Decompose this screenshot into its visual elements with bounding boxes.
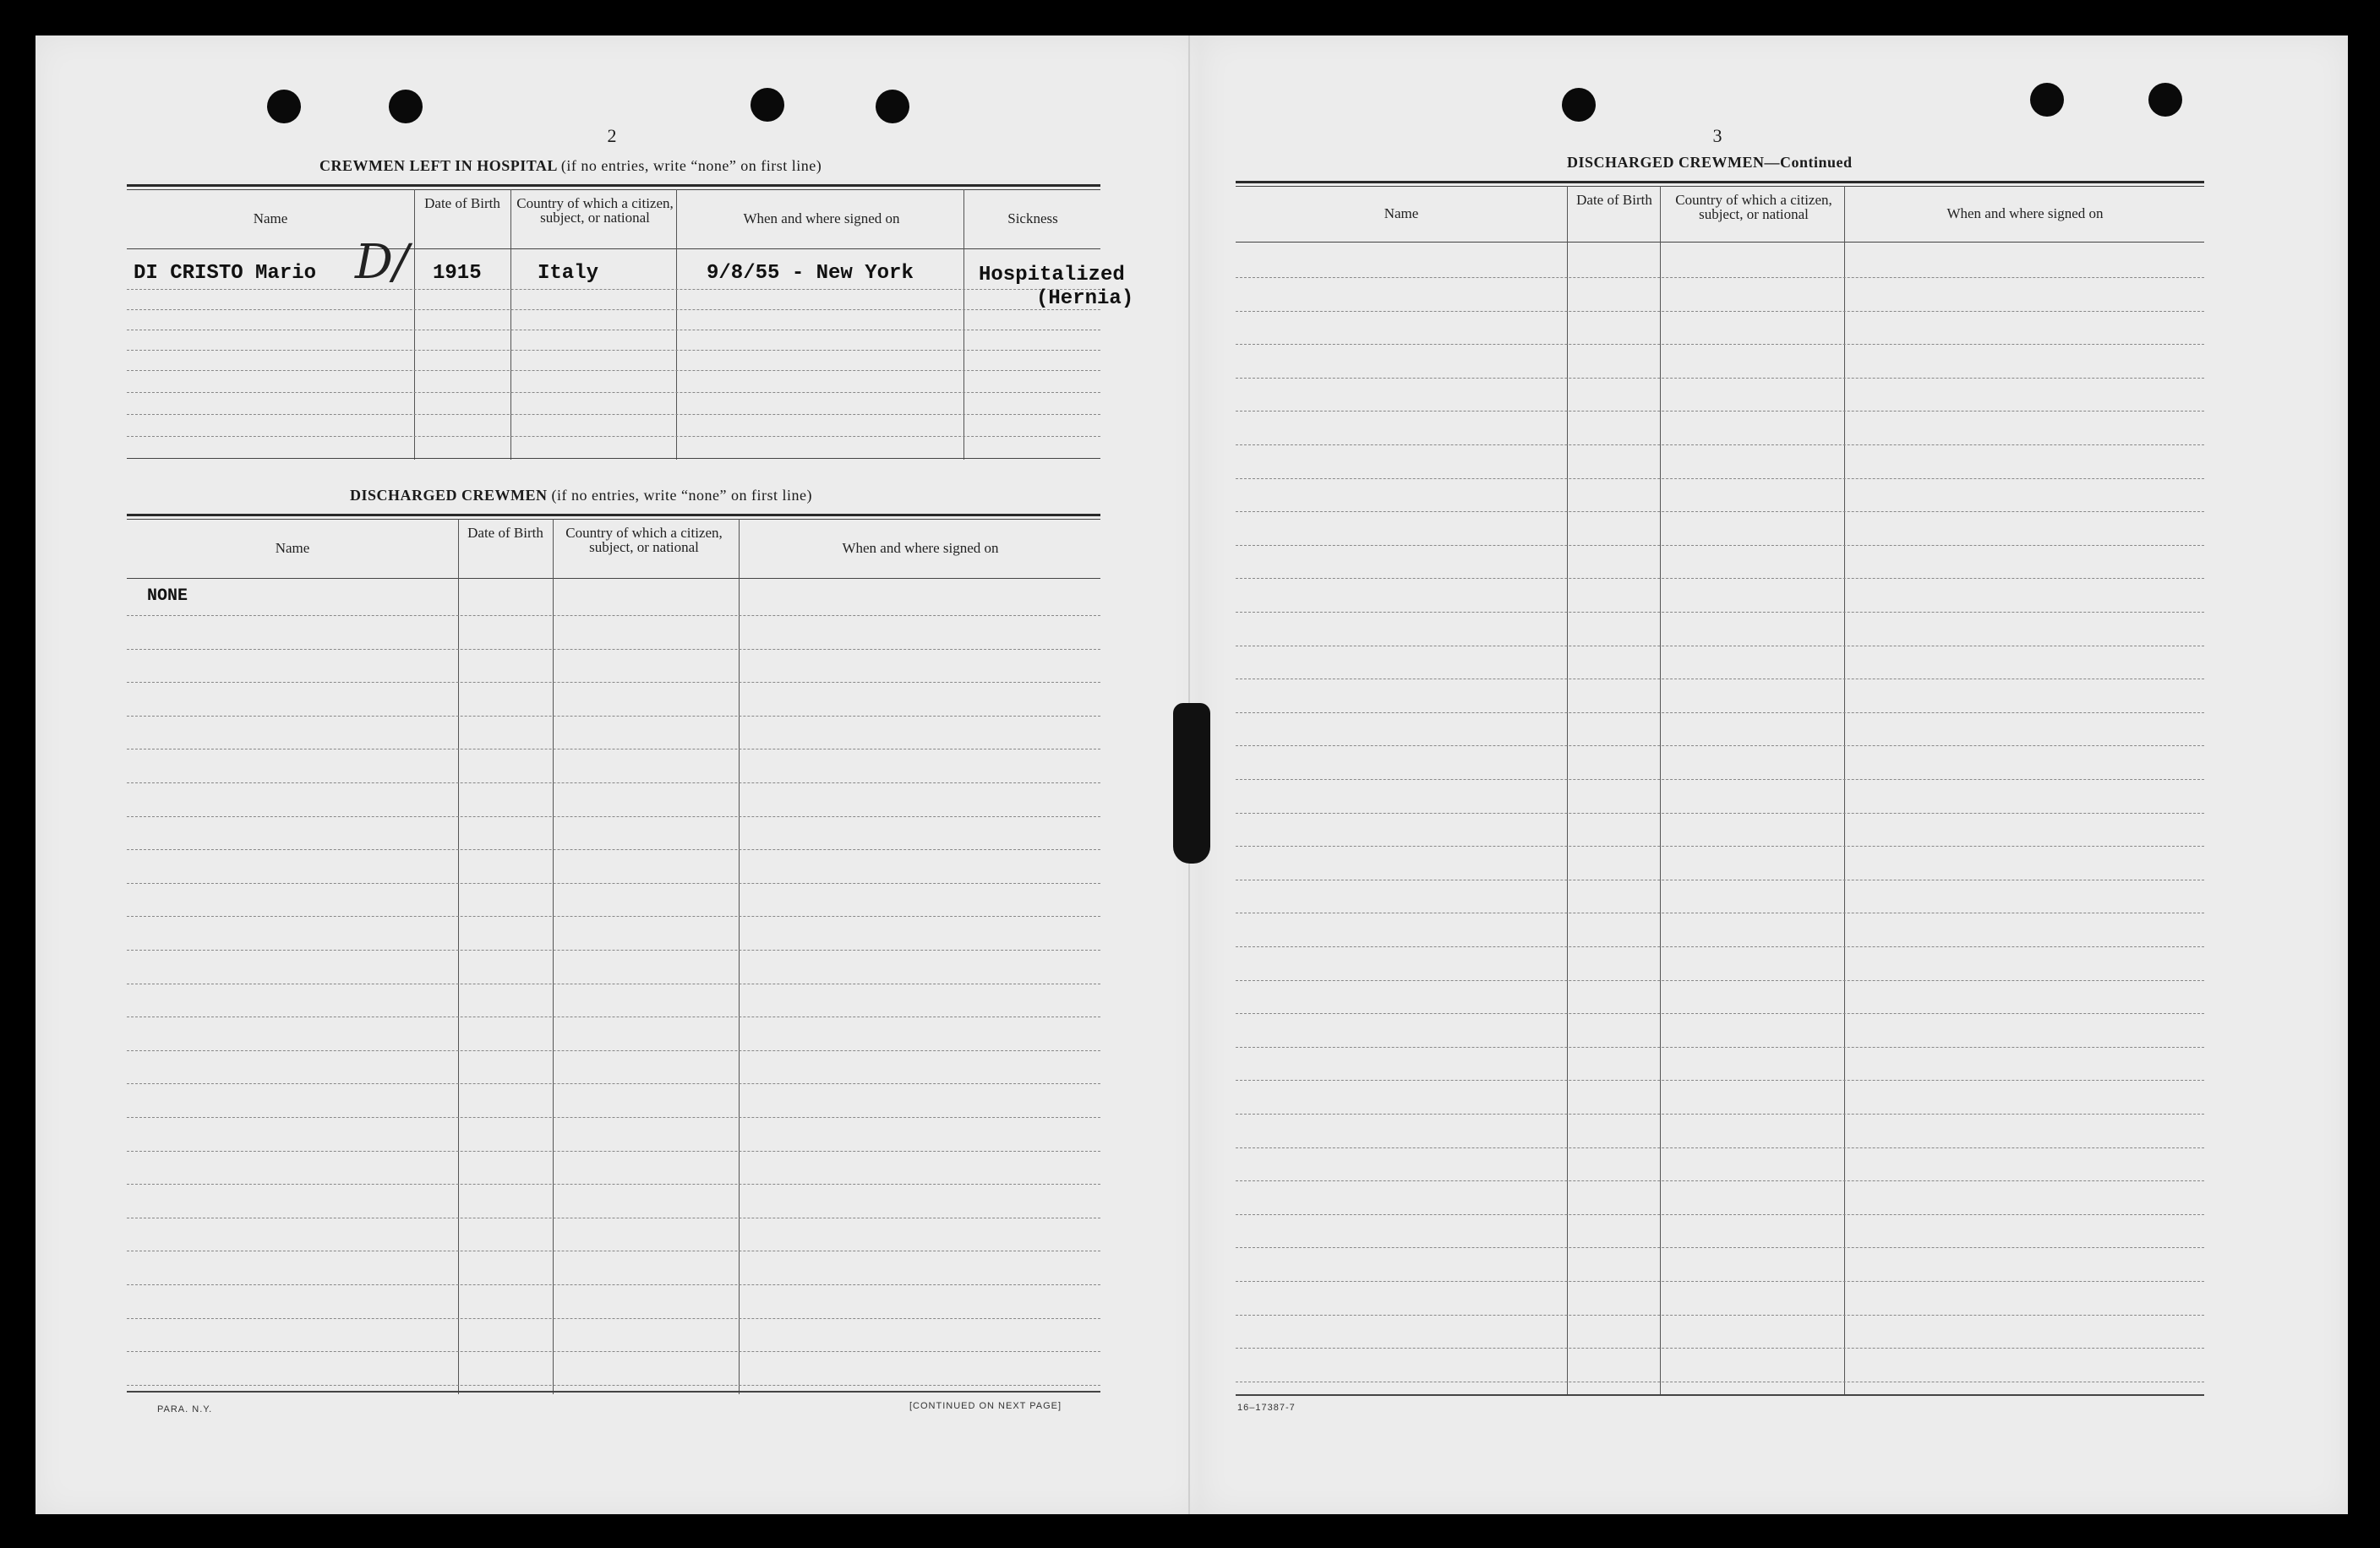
hospital-section-title xyxy=(319,157,822,175)
ruled-line xyxy=(1236,1180,2204,1181)
ruled-line xyxy=(127,849,1100,850)
ruled-line xyxy=(127,1117,1100,1118)
discharged-first-entry: NONE xyxy=(147,586,188,606)
ruled-line xyxy=(1236,946,2204,947)
ruled-line xyxy=(1236,745,2204,746)
hospital-title-subtitle: (if no entries, write “none” on first line) xyxy=(560,157,822,174)
ruled-line xyxy=(127,782,1100,783)
ruled-line xyxy=(1236,712,2204,713)
hospital-row-name: DI CRISTO Mario xyxy=(134,262,317,285)
ruled-line xyxy=(1236,1348,2204,1349)
punch-hole xyxy=(2148,83,2182,117)
ruled-line xyxy=(1236,846,2204,847)
ruled-line xyxy=(1236,545,2204,546)
ruled-line xyxy=(1236,1214,2204,1215)
discharged-continued-table xyxy=(1236,181,2204,1398)
ruled-line xyxy=(1236,1013,2204,1014)
ruled-line xyxy=(1236,1047,2204,1048)
hospital-row-sickness-2: (Hernia) xyxy=(1036,287,1134,310)
ruled-line xyxy=(1236,1147,2204,1148)
ruled-line xyxy=(1236,1247,2204,1248)
hospital-title-text: CREWMEN LEFT IN HOSPITAL xyxy=(319,157,557,174)
discharged-section-title xyxy=(350,487,812,504)
punch-hole xyxy=(751,88,784,122)
ruled-line xyxy=(1236,378,2204,379)
binder-clip xyxy=(1173,703,1210,864)
handwritten-mark: D/ xyxy=(355,235,409,290)
ruled-line xyxy=(1236,578,2204,579)
punch-hole xyxy=(389,90,423,123)
punch-hole xyxy=(876,90,909,123)
hospital-row-dob: 1915 xyxy=(433,262,482,285)
ruled-line xyxy=(127,1151,1100,1152)
ruled-line xyxy=(127,1050,1100,1051)
ruled-line xyxy=(1236,311,2204,312)
hospital-row-country: Italy xyxy=(538,262,599,285)
col-header-country: Country of which a citizen, subject, or national xyxy=(565,525,723,555)
ruled-line xyxy=(127,649,1100,650)
punch-hole xyxy=(2030,83,2064,117)
ruled-line xyxy=(1236,1281,2204,1282)
ruled-line xyxy=(127,950,1100,951)
ruled-line xyxy=(127,716,1100,717)
col-header-signed: When and where signed on xyxy=(1946,205,2104,221)
ruled-line xyxy=(127,1083,1100,1084)
ruled-line xyxy=(127,816,1100,817)
ruled-line xyxy=(1236,478,2204,479)
right-section-title xyxy=(1567,154,1853,172)
ruled-line xyxy=(1236,511,2204,512)
ruled-line xyxy=(127,916,1100,917)
hospital-row-sickness-1: Hospitalized xyxy=(979,264,1125,286)
ruled-line xyxy=(127,1318,1100,1319)
page-number-right: 3 xyxy=(1712,125,1722,146)
ruled-line xyxy=(1236,1080,2204,1081)
col-header-name: Name xyxy=(275,540,310,556)
ruled-line xyxy=(1236,277,2204,278)
punch-hole xyxy=(1562,88,1596,122)
ruled-line xyxy=(1236,612,2204,613)
col-header-signed: When and where signed on xyxy=(842,540,999,556)
page-number-left: 2 xyxy=(607,125,617,146)
ruled-line xyxy=(1236,344,2204,345)
punch-hole xyxy=(267,90,301,123)
col-header-dob: Date of Birth xyxy=(424,195,500,211)
ruled-line xyxy=(1236,813,2204,814)
ruled-line xyxy=(127,682,1100,683)
col-header-name: Name xyxy=(253,210,288,226)
discharged-title-text: DISCHARGED CREWMEN xyxy=(350,487,548,504)
ruled-line xyxy=(1236,411,2204,412)
ruled-line xyxy=(1236,779,2204,780)
hospital-table xyxy=(127,184,1100,460)
ruled-line xyxy=(127,615,1100,616)
col-header-country: Country of which a citizen, subject, or national xyxy=(1675,192,1832,222)
col-header-dob: Date of Birth xyxy=(1576,192,1652,208)
col-header-country: Country of which a citizen, subject, or national xyxy=(516,195,674,226)
ruled-line xyxy=(127,1184,1100,1185)
col-header-dob: Date of Birth xyxy=(467,525,543,541)
ruled-line xyxy=(127,883,1100,884)
hospital-row-signed: 9/8/55 - New York xyxy=(707,262,914,285)
ruled-line xyxy=(127,1284,1100,1285)
discharged-table xyxy=(127,514,1100,1398)
right-title-suffix: —Continued xyxy=(1764,154,1853,171)
ruled-line xyxy=(127,1385,1100,1386)
col-header-signed: When and where signed on xyxy=(743,210,900,226)
col-header-sickness: Sickness xyxy=(1007,210,1058,226)
footer-continued: [CONTINUED ON NEXT PAGE] xyxy=(909,1401,1062,1411)
ruled-line xyxy=(127,1351,1100,1352)
ruled-line xyxy=(1236,1114,2204,1115)
ruled-line xyxy=(1236,444,2204,445)
right-title-text: DISCHARGED CREWMEN xyxy=(1567,154,1765,171)
discharged-title-subtitle: (if no entries, write “none” on first line) xyxy=(551,487,812,504)
footer-form-number: 16–17387-7 xyxy=(1237,1403,1296,1413)
ruled-line xyxy=(1236,1315,2204,1316)
ruled-line xyxy=(1236,980,2204,981)
footer-printer: PARA. N.Y. xyxy=(157,1404,213,1414)
col-header-name: Name xyxy=(1384,205,1419,221)
